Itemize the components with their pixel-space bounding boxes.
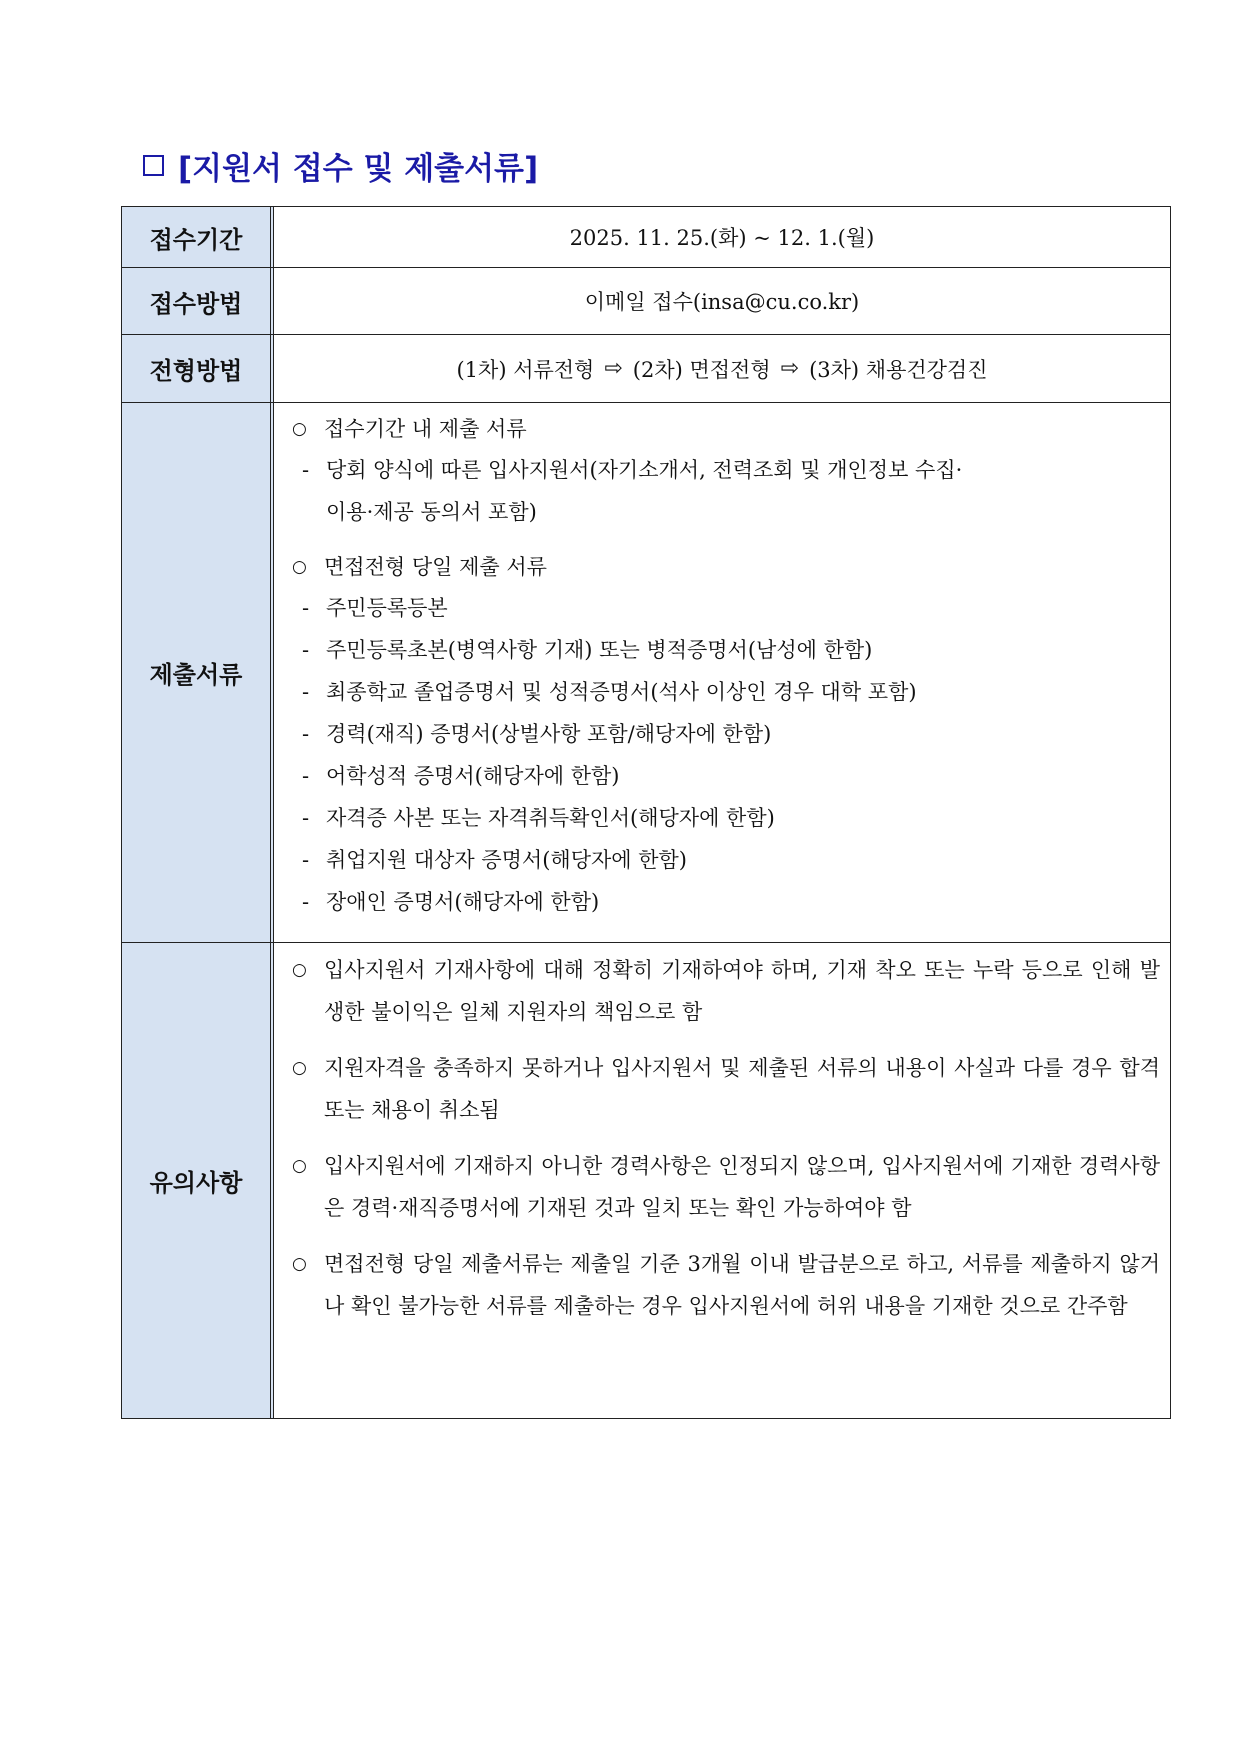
list-item: - 최종학교 졸업증명서 및 성적증명서(석사 이상인 경우 대학 포함): [302, 680, 917, 704]
documents-group1-title: ○ 접수기간 내 제출 서류: [292, 409, 1160, 449]
row-notes: [122, 943, 1170, 1419]
section-title-text: [지원서 접수 및 제출서류]: [178, 150, 539, 187]
label-notes: 유의사항: [122, 943, 274, 1418]
list-item: - 주민등록등본: [302, 596, 448, 620]
value-notes: [274, 943, 1170, 1418]
value-method: 이메일 접수(insa@cu.co.kr): [584, 290, 860, 314]
bullet-circle-icon: ○: [292, 1058, 307, 1078]
label-method: 접수방법: [122, 268, 274, 334]
step-1: (1차) 서류전형: [456, 357, 595, 382]
list-item: - 당회 양식에 따른 입사지원서(자기소개서, 전력조회 및 개인정보 수집·: [302, 458, 963, 482]
note-item: ○ 입사지원서에 기재하지 아니한 경력사항은 인정되지 않으며, 입사지원서에 기재한 경력사항은 경력·재직증명서에 기재된 것과 일치 또는 확인 가능하여야 함: [292, 1145, 1160, 1229]
note-item: ○ 지원자격을 충족하지 못하거나 입사지원서 및 제출된 서류의 내용이 사실과 다를 경우 합격 또는 채용이 취소됨: [292, 1047, 1160, 1131]
checkbox-square-icon: [143, 155, 164, 176]
row-method: [122, 268, 1170, 335]
row-period: [122, 207, 1170, 268]
list-item: - 어학성적 증명서(해당자에 한함): [302, 764, 620, 788]
step-3: (3차) 채용건강검진: [809, 357, 988, 382]
bullet-circle-icon: ○: [292, 1156, 307, 1176]
arrow-right-icon: ⇨: [780, 356, 800, 381]
list-item: - 주민등록초본(병역사항 기재) 또는 병적증명서(남성에 한함): [302, 638, 873, 662]
note-item: ○ 면접전형 당일 제출서류는 제출일 기준 3개월 이내 발급분으로 하고, 서류를 제출하지 않거나 확인 불가능한 서류를 제출하는 경우 입사지원서에 허위 내용을 기재한 것으로 간주함: [292, 1243, 1160, 1327]
arrow-right-icon: ⇨: [604, 356, 623, 381]
note-item: ○ 입사지원서 기재사항에 대해 정확히 기재하여야 하며, 기재 착오 또는 누락 등으로 인해 발생한 불이익은 일체 지원자의 책임으로 함: [292, 949, 1160, 1033]
list-item: - 자격증 사본 또는 자격취득확인서(해당자에 한함): [302, 806, 775, 830]
list-item-continuation: 이용·제공 동의서 포함): [326, 500, 537, 524]
documents-group2-title: ○ 면접전형 당일 제출 서류: [292, 547, 1160, 587]
info-table: [121, 206, 1171, 1419]
label-documents: 제출서류: [122, 403, 274, 942]
row-selection: [122, 335, 1170, 403]
label-period: 접수기간: [122, 207, 274, 267]
value-selection: [274, 335, 1170, 402]
value-period: 2025. 11. 25.(화) ~ 12. 1.(월): [569, 226, 875, 250]
bullet-circle-icon: ○: [292, 557, 307, 577]
bullet-circle-icon: ○: [292, 960, 307, 980]
list-item: - 장애인 증명서(해당자에 한함): [302, 890, 600, 914]
list-item: - 경력(재직) 증명서(상벌사항 포함/해당자에 한함): [302, 722, 772, 746]
bullet-circle-icon: ○: [292, 1254, 307, 1274]
section-title: [143, 140, 538, 190]
value-documents: [274, 403, 1170, 942]
row-documents: [122, 403, 1170, 943]
bullet-circle-icon: ○: [292, 419, 307, 439]
label-selection: 전형방법: [122, 335, 274, 402]
list-item: - 취업지원 대상자 증명서(해당자에 한함): [302, 848, 687, 872]
step-2: (2차) 면접전형: [632, 357, 771, 382]
